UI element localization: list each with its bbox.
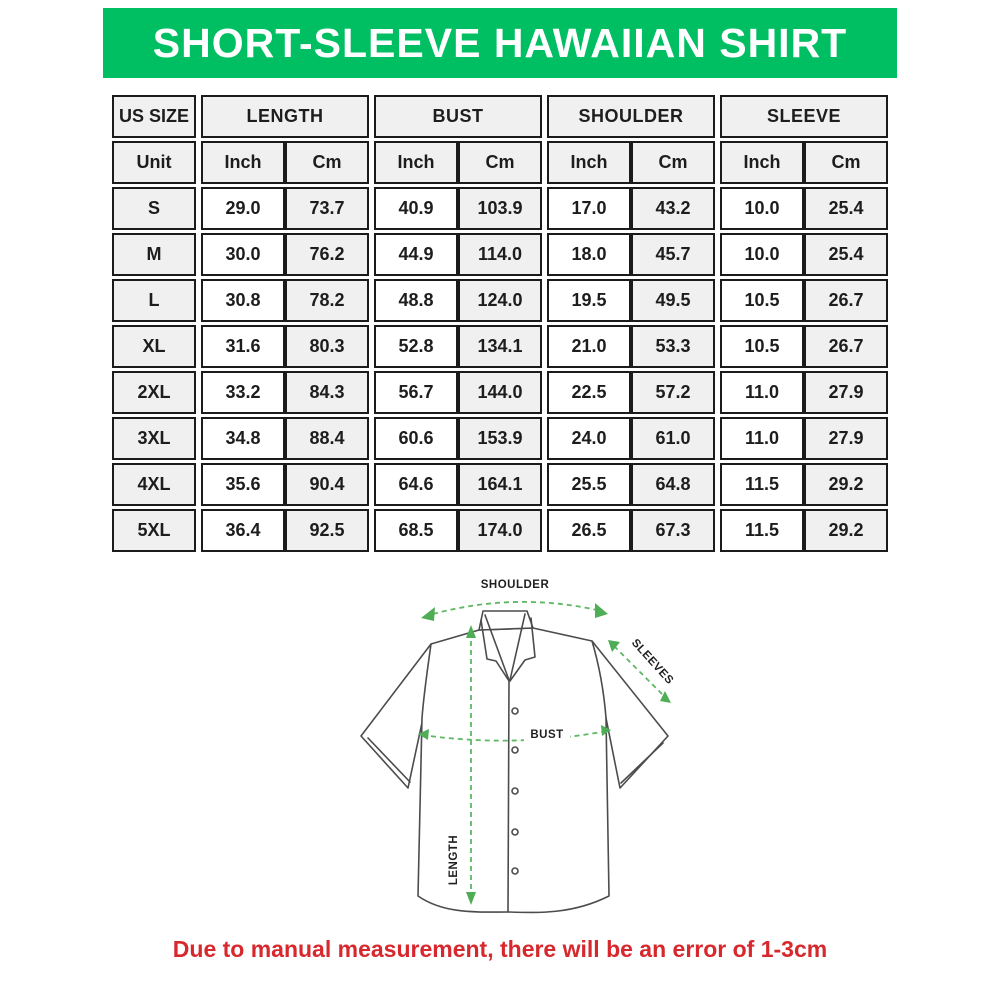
value-cell: 73.7	[285, 187, 369, 230]
value-cell: 64.6	[374, 463, 458, 506]
sleeves-arrowhead-top	[608, 640, 620, 652]
value-cell: 10.0	[720, 187, 804, 230]
size-cell: 5XL	[112, 509, 196, 552]
button-dot	[512, 868, 518, 874]
size-row	[112, 417, 888, 460]
button-dot	[512, 829, 518, 835]
length-label: LENGTH	[448, 834, 460, 886]
value-cell: 31.6	[201, 325, 285, 368]
value-cell: 29.2	[804, 463, 888, 506]
column-header-shoulder: SHOULDER	[547, 95, 715, 138]
value-cell: 56.7	[374, 371, 458, 414]
value-cell: 11.0	[720, 371, 804, 414]
value-cell: 153.9	[458, 417, 542, 460]
value-cell: 10.5	[720, 279, 804, 322]
value-cell: 35.6	[201, 463, 285, 506]
value-cell: 68.5	[374, 509, 458, 552]
size-cell: 4XL	[112, 463, 196, 506]
unit-label-cell: Unit	[112, 141, 196, 184]
value-cell: 10.0	[720, 233, 804, 276]
shoulder-label: SHOULDER	[480, 579, 550, 591]
size-cell: 3XL	[112, 417, 196, 460]
unit-cell: Inch	[720, 141, 804, 184]
table-header-row	[112, 95, 888, 138]
size-cell: L	[112, 279, 196, 322]
unit-cell: Cm	[631, 141, 715, 184]
value-cell: 44.9	[374, 233, 458, 276]
value-cell: 88.4	[285, 417, 369, 460]
size-cell: XL	[112, 325, 196, 368]
value-cell: 26.7	[804, 325, 888, 368]
value-cell: 26.7	[804, 279, 888, 322]
value-cell: 144.0	[458, 371, 542, 414]
shoulder-arrowhead-left	[421, 607, 435, 621]
value-cell: 92.5	[285, 509, 369, 552]
value-cell: 45.7	[631, 233, 715, 276]
value-cell: 103.9	[458, 187, 542, 230]
value-cell: 84.3	[285, 371, 369, 414]
value-cell: 10.5	[720, 325, 804, 368]
shirt-illustration	[318, 568, 718, 938]
value-cell: 174.0	[458, 509, 542, 552]
button-dot	[512, 788, 518, 794]
value-cell: 26.5	[547, 509, 631, 552]
value-cell: 11.0	[720, 417, 804, 460]
value-cell: 43.2	[631, 187, 715, 230]
unit-cell: Inch	[201, 141, 285, 184]
value-cell: 34.8	[201, 417, 285, 460]
value-cell: 67.3	[631, 509, 715, 552]
size-row	[112, 233, 888, 276]
value-cell: 25.4	[804, 233, 888, 276]
unit-cell: Cm	[804, 141, 888, 184]
column-header-bust: BUST	[374, 95, 542, 138]
value-cell: 11.5	[720, 509, 804, 552]
value-cell: 64.8	[631, 463, 715, 506]
page-title: SHORT-SLEEVE HAWAIIAN SHIRT	[152, 19, 848, 66]
value-cell: 49.5	[631, 279, 715, 322]
value-cell: 25.4	[804, 187, 888, 230]
column-header-us-size: US SIZE	[112, 95, 196, 138]
value-cell: 76.2	[285, 233, 369, 276]
shoulder-arrowhead-right	[595, 603, 608, 618]
value-cell: 17.0	[547, 187, 631, 230]
value-cell: 90.4	[285, 463, 369, 506]
placket-line	[508, 681, 509, 912]
size-cell: 2XL	[112, 371, 196, 414]
value-cell: 24.0	[547, 417, 631, 460]
shirt-measurement-diagram	[318, 568, 718, 938]
size-row	[112, 509, 888, 552]
value-cell: 78.2	[285, 279, 369, 322]
value-cell: 60.6	[374, 417, 458, 460]
value-cell: 29.0	[201, 187, 285, 230]
bust-label: BUST	[530, 729, 564, 741]
title-banner	[103, 8, 897, 78]
size-cell: M	[112, 233, 196, 276]
button-dot	[512, 747, 518, 753]
size-row	[112, 325, 888, 368]
value-cell: 36.4	[201, 509, 285, 552]
value-cell: 25.5	[547, 463, 631, 506]
value-cell: 80.3	[285, 325, 369, 368]
value-cell: 52.8	[374, 325, 458, 368]
value-cell: 61.0	[631, 417, 715, 460]
size-row	[112, 187, 888, 230]
value-cell: 134.1	[458, 325, 542, 368]
measurement-note: Due to manual measurement, there will be an error of 1-3cm	[172, 936, 828, 962]
value-cell: 164.1	[458, 463, 542, 506]
unit-cell: Cm	[285, 141, 369, 184]
value-cell: 27.9	[804, 371, 888, 414]
button-dot	[512, 708, 518, 714]
value-cell: 27.9	[804, 417, 888, 460]
size-row	[112, 371, 888, 414]
value-cell: 57.2	[631, 371, 715, 414]
unit-row	[112, 141, 888, 184]
column-header-length: LENGTH	[201, 95, 369, 138]
value-cell: 114.0	[458, 233, 542, 276]
value-cell: 11.5	[720, 463, 804, 506]
size-row	[112, 463, 888, 506]
value-cell: 30.0	[201, 233, 285, 276]
value-cell: 48.8	[374, 279, 458, 322]
value-cell: 40.9	[374, 187, 458, 230]
size-chart-table	[112, 95, 888, 555]
unit-cell: Inch	[374, 141, 458, 184]
value-cell: 33.2	[201, 371, 285, 414]
value-cell: 19.5	[547, 279, 631, 322]
size-cell: S	[112, 187, 196, 230]
column-header-sleeve: SLEEVE	[720, 95, 888, 138]
value-cell: 21.0	[547, 325, 631, 368]
value-cell: 18.0	[547, 233, 631, 276]
sleeves-label: SLEEVES	[628, 636, 676, 688]
unit-cell: Inch	[547, 141, 631, 184]
size-row	[112, 279, 888, 322]
unit-cell: Cm	[458, 141, 542, 184]
value-cell: 53.3	[631, 325, 715, 368]
value-cell: 22.5	[547, 371, 631, 414]
value-cell: 30.8	[201, 279, 285, 322]
value-cell: 124.0	[458, 279, 542, 322]
value-cell: 29.2	[804, 509, 888, 552]
